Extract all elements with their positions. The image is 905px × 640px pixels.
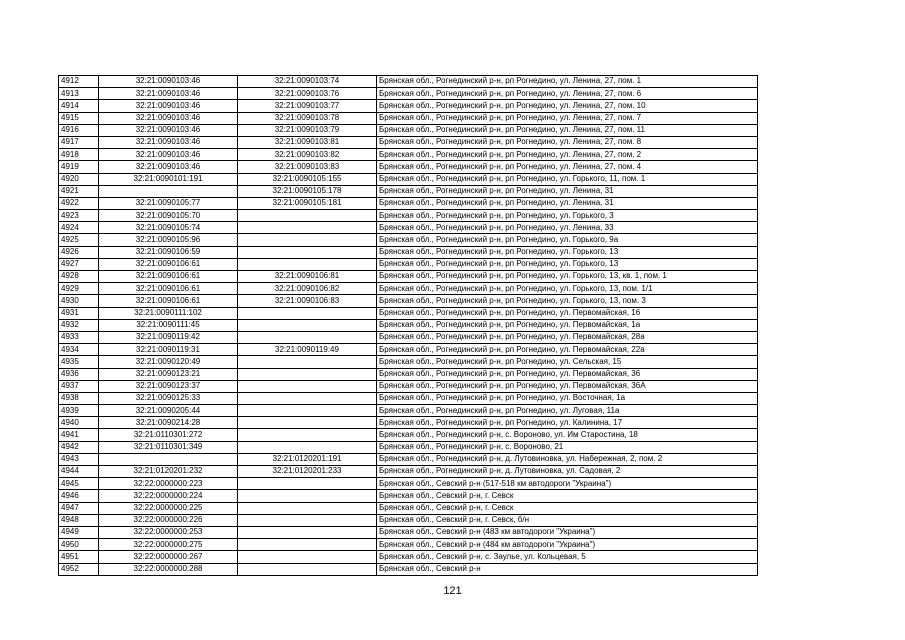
address-cell: Брянская обл., Рогнединский р-н, рп Рогнедино, ул. Ленина, 27, пом. 2 xyxy=(377,149,758,161)
parent-cadastral-number-cell: 32:21:0090106:61 xyxy=(99,295,238,307)
row-number-cell: 4915 xyxy=(59,112,99,124)
cadastral-number-cell xyxy=(238,539,377,551)
row-number-cell: 4914 xyxy=(59,100,99,112)
row-number-cell: 4913 xyxy=(59,88,99,100)
parent-cadastral-number-cell: 32:21:0090119:31 xyxy=(99,344,238,356)
row-number-cell: 4916 xyxy=(59,124,99,136)
address-cell: Брянская обл., Рогнединский р-н, рп Рогнедино, ул. Ленина, 27, пом. 4 xyxy=(377,161,758,173)
cadastral-number-cell xyxy=(238,307,377,319)
address-cell: Брянская обл., Севский р-н, с. Заулье, ул. Кольцевая, 5 xyxy=(377,551,758,563)
row-number-cell: 4941 xyxy=(59,429,99,441)
parent-cadastral-number-cell: 32:21:0090103:46 xyxy=(99,100,238,112)
table-row xyxy=(59,466,758,478)
address-cell: Брянская обл., Рогнединский р-н, рп Рогнедино, ул. Горького, 3 xyxy=(377,210,758,222)
parent-cadastral-number-cell: 32:21:0090214:28 xyxy=(99,417,238,429)
address-cell: Брянская обл., Севский р-н (484 км автодороги "Украина") xyxy=(377,539,758,551)
row-number-cell: 4950 xyxy=(59,539,99,551)
parent-cadastral-number-cell: 32:21:0090105:74 xyxy=(99,222,238,234)
row-number-cell: 4923 xyxy=(59,210,99,222)
address-cell: Брянская обл., Рогнединский р-н, рп Рогнедино, ул. Первомайская, 28а xyxy=(377,331,758,343)
row-number-cell: 4952 xyxy=(59,563,99,575)
parent-cadastral-number-cell: 32:22:0000000:225 xyxy=(99,502,238,514)
table-row xyxy=(59,514,758,526)
address-cell: Брянская обл., Севский р-н (517-518 км автодороги "Украина") xyxy=(377,478,758,490)
table-row xyxy=(59,100,758,112)
address-cell: Брянская обл., Рогнединский р-н, рп Рогнедино, ул. Первомайская, 36 xyxy=(377,368,758,380)
parent-cadastral-number-cell: 32:21:0090101:191 xyxy=(99,173,238,185)
address-cell: Брянская обл., Рогнединский р-н, рп Рогнедино, ул. Ленина, 27, пом. 8 xyxy=(377,136,758,148)
parent-cadastral-number-cell: 32:21:0090106:61 xyxy=(99,271,238,283)
cadastral-number-cell xyxy=(238,429,377,441)
cadastral-number-cell xyxy=(238,490,377,502)
cadastral-number-cell: 32:21:0090105:181 xyxy=(238,197,377,209)
table-row xyxy=(59,502,758,514)
cadastral-number-cell: 32:21:0090105:155 xyxy=(238,173,377,185)
address-cell: Брянская обл., Рогнединский р-н, рп Рогнедино, ул. Горького, 13 xyxy=(377,246,758,258)
address-cell: Брянская обл., Рогнединский р-н, д. Лутовиновка, ул. Набережная, 2, пом. 2 xyxy=(377,453,758,465)
row-number-cell: 4921 xyxy=(59,185,99,197)
table-row xyxy=(59,307,758,319)
parent-cadastral-number-cell xyxy=(99,185,238,197)
cadastral-number-cell xyxy=(238,441,377,453)
table-row xyxy=(59,173,758,185)
table-row xyxy=(59,490,758,502)
parent-cadastral-number-cell xyxy=(99,453,238,465)
row-number-cell: 4937 xyxy=(59,380,99,392)
table-row xyxy=(59,271,758,283)
parent-cadastral-number-cell: 32:21:0090119:42 xyxy=(99,331,238,343)
table-row xyxy=(59,551,758,563)
table-row xyxy=(59,405,758,417)
address-cell: Брянская обл., Рогнединский р-н, рп Рогнедино, ул. Горького, 11, пом. 1 xyxy=(377,173,758,185)
parent-cadastral-number-cell: 32:21:0090105:77 xyxy=(99,197,238,209)
table-row xyxy=(59,149,758,161)
address-cell: Брянская обл., Севский р-н (483 км автодороги "Украина") xyxy=(377,526,758,538)
parent-cadastral-number-cell: 32:21:0090106:61 xyxy=(99,258,238,270)
cadastral-number-cell: 32:21:0090103:81 xyxy=(238,136,377,148)
row-number-cell: 4912 xyxy=(59,76,99,88)
table-row xyxy=(59,283,758,295)
parent-cadastral-number-cell: 32:21:0090105:70 xyxy=(99,210,238,222)
address-cell: Брянская обл., Рогнединский р-н, с. Вороново, 21 xyxy=(377,441,758,453)
cadastral-number-cell xyxy=(238,246,377,258)
parent-cadastral-number-cell: 32:22:0000000:288 xyxy=(99,563,238,575)
parent-cadastral-number-cell: 32:21:0110301:349 xyxy=(99,441,238,453)
address-cell: Брянская обл., Севский р-н, г. Севск xyxy=(377,490,758,502)
table-row xyxy=(59,161,758,173)
address-cell: Брянская обл., Рогнединский р-н, рп Рогнедино, ул. Горького, 13, пом. 3 xyxy=(377,295,758,307)
table-row xyxy=(59,319,758,331)
address-cell: Брянская обл., Рогнединский р-н, рп Рогнедино, ул. Ленина, 33 xyxy=(377,222,758,234)
row-number-cell: 4922 xyxy=(59,197,99,209)
parent-cadastral-number-cell: 32:21:0090103:46 xyxy=(99,136,238,148)
row-number-cell: 4928 xyxy=(59,271,99,283)
parent-cadastral-number-cell: 32:21:0090123:37 xyxy=(99,380,238,392)
table-row xyxy=(59,185,758,197)
row-number-cell: 4938 xyxy=(59,392,99,404)
cadastral-register-table xyxy=(58,75,758,576)
page-number: 121 xyxy=(443,585,462,597)
table-row xyxy=(59,197,758,209)
table-row xyxy=(59,331,758,343)
table-row xyxy=(59,112,758,124)
cadastral-number-cell: 32:21:0090103:77 xyxy=(238,100,377,112)
cadastral-number-cell xyxy=(238,526,377,538)
table-row xyxy=(59,76,758,88)
table-row xyxy=(59,246,758,258)
table-row xyxy=(59,356,758,368)
row-number-cell: 4929 xyxy=(59,283,99,295)
row-number-cell: 4942 xyxy=(59,441,99,453)
cadastral-number-cell: 32:21:0090103:83 xyxy=(238,161,377,173)
row-number-cell: 4926 xyxy=(59,246,99,258)
cadastral-number-cell xyxy=(238,392,377,404)
table-row xyxy=(59,417,758,429)
row-number-cell: 4945 xyxy=(59,478,99,490)
table-row xyxy=(59,453,758,465)
parent-cadastral-number-cell: 32:22:0000000:253 xyxy=(99,526,238,538)
cadastral-number-cell: 32:21:0090106:83 xyxy=(238,295,377,307)
parent-cadastral-number-cell: 32:21:0120201:232 xyxy=(99,466,238,478)
parent-cadastral-number-cell: 32:21:0090111:102 xyxy=(99,307,238,319)
row-number-cell: 4920 xyxy=(59,173,99,185)
table-row xyxy=(59,136,758,148)
row-number-cell: 4936 xyxy=(59,368,99,380)
cadastral-number-cell: 32:21:0090103:76 xyxy=(238,88,377,100)
cadastral-number-cell: 32:21:0090103:79 xyxy=(238,124,377,136)
cadastral-number-cell xyxy=(238,356,377,368)
parent-cadastral-number-cell: 32:21:0110301:272 xyxy=(99,429,238,441)
cadastral-number-cell xyxy=(238,417,377,429)
row-number-cell: 4934 xyxy=(59,344,99,356)
parent-cadastral-number-cell: 32:22:0000000:226 xyxy=(99,514,238,526)
row-number-cell: 4951 xyxy=(59,551,99,563)
address-cell: Брянская обл., Рогнединский р-н, рп Рогнедино, ул. Ленина, 27, пом. 7 xyxy=(377,112,758,124)
row-number-cell: 4935 xyxy=(59,356,99,368)
address-cell: Брянская обл., Рогнединский р-н, д. Лутовиновка, ул. Садовая, 2 xyxy=(377,466,758,478)
table-row xyxy=(59,295,758,307)
cadastral-number-cell: 32:21:0090103:82 xyxy=(238,149,377,161)
parent-cadastral-number-cell: 32:22:0000000:223 xyxy=(99,478,238,490)
address-cell: Брянская обл., Рогнединский р-н, рп Рогнедино, ул. Первомайская, 36А xyxy=(377,380,758,392)
parent-cadastral-number-cell: 32:21:0090105:96 xyxy=(99,234,238,246)
parent-cadastral-number-cell: 32:21:0090103:46 xyxy=(99,124,238,136)
cadastral-number-cell xyxy=(238,234,377,246)
table-row xyxy=(59,429,758,441)
address-cell: Брянская обл., Севский р-н, г. Севск xyxy=(377,502,758,514)
row-number-cell: 4925 xyxy=(59,234,99,246)
parent-cadastral-number-cell: 32:21:0090205:44 xyxy=(99,405,238,417)
address-cell: Брянская обл., Рогнединский р-н, рп Рогнедино, ул. Ленина, 31 xyxy=(377,197,758,209)
cadastral-number-cell xyxy=(238,478,377,490)
address-cell: Брянская обл., Рогнединский р-н, рп Рогнедино, ул. Первомайская, 22а xyxy=(377,344,758,356)
row-number-cell: 4917 xyxy=(59,136,99,148)
cadastral-number-cell: 32:21:0090106:81 xyxy=(238,271,377,283)
address-cell: Брянская обл., Рогнединский р-н, рп Рогнедино, ул. Луговая, 11а xyxy=(377,405,758,417)
address-cell: Брянская обл., Рогнединский р-н, рп Рогнедино, ул. Ленина, 27, пом. 11 xyxy=(377,124,758,136)
table-row xyxy=(59,210,758,222)
address-cell: Брянская обл., Севский р-н xyxy=(377,563,758,575)
address-cell: Брянская обл., Рогнединский р-н, рп Рогнедино, ул. Сельская, 15 xyxy=(377,356,758,368)
address-cell: Брянская обл., Рогнединский р-н, рп Рогнедино, ул. Ленина, 27, пом. 6 xyxy=(377,88,758,100)
parent-cadastral-number-cell: 32:22:0000000:275 xyxy=(99,539,238,551)
address-cell: Брянская обл., Рогнединский р-н, рп Рогнедино, ул. Горького, 13, кв. 1, пом. 1 xyxy=(377,271,758,283)
address-cell: Брянская обл., Рогнединский р-н, рп Рогнедино, ул. Ленина, 31 xyxy=(377,185,758,197)
address-cell: Брянская обл., Рогнединский р-н, рп Рогнедино, ул. Восточная, 1а xyxy=(377,392,758,404)
row-number-cell: 4949 xyxy=(59,526,99,538)
address-cell: Брянская обл., Рогнединский р-н, рп Рогнедино, ул. Первомайская, 1а xyxy=(377,319,758,331)
cadastral-number-cell xyxy=(238,514,377,526)
address-cell: Брянская обл., Рогнединский р-н, рп Рогнедино, ул. Калинина, 17 xyxy=(377,417,758,429)
parent-cadastral-number-cell: 32:22:0000000:267 xyxy=(99,551,238,563)
cadastral-number-cell xyxy=(238,502,377,514)
parent-cadastral-number-cell: 32:21:0090106:61 xyxy=(99,283,238,295)
cadastral-number-cell: 32:21:0090105:178 xyxy=(238,185,377,197)
parent-cadastral-number-cell: 32:21:0090103:46 xyxy=(99,76,238,88)
parent-cadastral-number-cell: 32:21:0090103:46 xyxy=(99,112,238,124)
parent-cadastral-number-cell: 32:21:0090103:46 xyxy=(99,149,238,161)
address-cell: Брянская обл., Севский р-н, г. Севск, б/н xyxy=(377,514,758,526)
row-number-cell: 4933 xyxy=(59,331,99,343)
cadastral-number-cell: 32:21:0120201:233 xyxy=(238,466,377,478)
cadastral-number-cell: 32:21:0090106:82 xyxy=(238,283,377,295)
table-row xyxy=(59,441,758,453)
row-number-cell: 4944 xyxy=(59,466,99,478)
row-number-cell: 4940 xyxy=(59,417,99,429)
table-body xyxy=(59,76,758,576)
parent-cadastral-number-cell: 32:21:0090103:46 xyxy=(99,161,238,173)
row-number-cell: 4931 xyxy=(59,307,99,319)
address-cell: Брянская обл., Рогнединский р-н, рп Рогнедино, ул. Ленина, 27, пом. 1 xyxy=(377,76,758,88)
cadastral-number-cell xyxy=(238,319,377,331)
parent-cadastral-number-cell: 32:21:0090106:59 xyxy=(99,246,238,258)
table-row xyxy=(59,563,758,575)
table-row xyxy=(59,368,758,380)
cadastral-number-cell xyxy=(238,380,377,392)
cadastral-number-cell xyxy=(238,368,377,380)
row-number-cell: 4930 xyxy=(59,295,99,307)
parent-cadastral-number-cell: 32:21:0090103:46 xyxy=(99,88,238,100)
table-row xyxy=(59,258,758,270)
row-number-cell: 4919 xyxy=(59,161,99,173)
row-number-cell: 4939 xyxy=(59,405,99,417)
row-number-cell: 4947 xyxy=(59,502,99,514)
row-number-cell: 4918 xyxy=(59,149,99,161)
table-row xyxy=(59,526,758,538)
parent-cadastral-number-cell: 32:21:0090125:33 xyxy=(99,392,238,404)
table-row xyxy=(59,539,758,551)
cadastral-number-cell xyxy=(238,563,377,575)
address-cell: Брянская обл., Рогнединский р-н, с. Вороново, ул. Им Старостина, 18 xyxy=(377,429,758,441)
cadastral-number-cell: 32:21:0120201:191 xyxy=(238,453,377,465)
table-row xyxy=(59,344,758,356)
parent-cadastral-number-cell: 32:21:0090111:45 xyxy=(99,319,238,331)
row-number-cell: 4932 xyxy=(59,319,99,331)
cadastral-number-cell xyxy=(238,405,377,417)
cadastral-number-cell xyxy=(238,222,377,234)
cadastral-number-cell xyxy=(238,551,377,563)
address-cell: Брянская обл., Рогнединский р-н, рп Рогнедино, ул. Горького, 13, пом. 1/1 xyxy=(377,283,758,295)
cadastral-number-cell xyxy=(238,258,377,270)
address-cell: Брянская обл., Рогнединский р-н, рп Рогнедино, ул. Ленина, 27, пом. 10 xyxy=(377,100,758,112)
table-row xyxy=(59,380,758,392)
cadastral-number-cell xyxy=(238,210,377,222)
cadastral-number-cell xyxy=(238,331,377,343)
row-number-cell: 4946 xyxy=(59,490,99,502)
parent-cadastral-number-cell: 32:21:0090120:49 xyxy=(99,356,238,368)
row-number-cell: 4948 xyxy=(59,514,99,526)
cadastral-number-cell: 32:21:0090103:74 xyxy=(238,76,377,88)
table-row xyxy=(59,392,758,404)
parent-cadastral-number-cell: 32:22:0000000:224 xyxy=(99,490,238,502)
table-row xyxy=(59,478,758,490)
cadastral-number-cell: 32:21:0090103:78 xyxy=(238,112,377,124)
table-row xyxy=(59,88,758,100)
table-row xyxy=(59,234,758,246)
address-cell: Брянская обл., Рогнединский р-н, рп Рогнедино, ул. Горького, 9а xyxy=(377,234,758,246)
cadastral-number-cell: 32:21:0090119:49 xyxy=(238,344,377,356)
table-row xyxy=(59,124,758,136)
address-cell: Брянская обл., Рогнединский р-н, рп Рогнедино, ул. Первомайская, 16 xyxy=(377,307,758,319)
row-number-cell: 4927 xyxy=(59,258,99,270)
parent-cadastral-number-cell: 32:21:0090123:21 xyxy=(99,368,238,380)
row-number-cell: 4924 xyxy=(59,222,99,234)
table-row xyxy=(59,222,758,234)
address-cell: Брянская обл., Рогнединский р-н, рп Рогнедино, ул. Горького, 13 xyxy=(377,258,758,270)
row-number-cell: 4943 xyxy=(59,453,99,465)
